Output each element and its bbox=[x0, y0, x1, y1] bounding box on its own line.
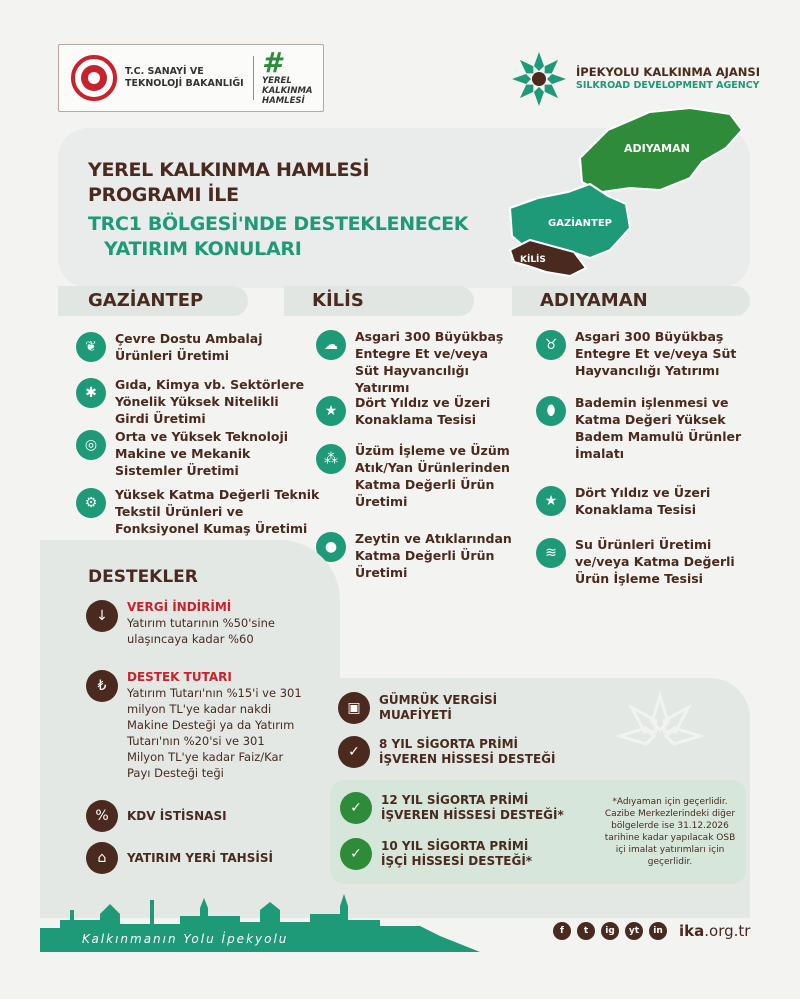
list-item bbox=[536, 536, 736, 587]
support-desc: Yatırım Tutarı'nın %15'i ve 301 milyon TL'ye kadar nakdi Makine Desteği ya da Yatırım Tutarı'nın %20'si ve 301 Milyon TL'ye kadar Faiz/Kar Payı Desteği teği bbox=[127, 686, 302, 780]
title-line3: TRC1 BÖLGESİ'NDE DESTEKLENECEK bbox=[88, 213, 469, 235]
item-text: Su Ürünleri Üretimi ve/veya Katma Değerli Ürün İşleme Tesisi bbox=[575, 537, 735, 586]
shield-check-icon: ✓ bbox=[340, 838, 372, 870]
customs-icon: ▣ bbox=[338, 692, 370, 724]
support-title: GÜMRÜK VERGİSİ MUAFİYETİ bbox=[379, 693, 498, 722]
linkedin-icon[interactable]: in bbox=[649, 922, 667, 940]
grapes-icon: ⁂ bbox=[316, 444, 346, 474]
region-title-gaziantep: GAZİANTEP bbox=[88, 290, 204, 311]
olive-icon: ● bbox=[316, 532, 346, 562]
hamle-line2: KALKINMA bbox=[262, 86, 313, 96]
list-item bbox=[316, 394, 496, 428]
item-text: Üzüm İşleme ve Üzüm Atık/Yan Ürünlerinden Katma Değerli Ürün Üretimi bbox=[355, 443, 510, 509]
trc1-region-map bbox=[490, 100, 750, 290]
item-text: Zeytin ve Atıklarından Katma Değerli Ürün Üretimi bbox=[355, 531, 512, 580]
item-text: Çevre Dostu Ambalaj Ürünleri Üretimi bbox=[115, 331, 263, 363]
sheep-icon: ☁ bbox=[316, 330, 346, 360]
youtube-icon[interactable]: yt bbox=[625, 922, 643, 940]
ministry-logo-box bbox=[58, 44, 324, 112]
ministry-seal-icon bbox=[71, 55, 117, 101]
support-desc: Yatırım tutarının %50'sine ulaşıncaya kadar %60 bbox=[127, 616, 275, 646]
item-text: Yüksek Katma Değerli Teknik Tekstil Ürünleri ve Fonksiyonel Kumaş Üretimi bbox=[115, 487, 320, 536]
sewing-machine-icon: ⚙ bbox=[76, 488, 106, 518]
title-primary bbox=[88, 158, 369, 208]
shield-check-icon: ✓ bbox=[340, 792, 372, 824]
money-icon: ₺ bbox=[86, 670, 118, 702]
website-bold: ika bbox=[679, 922, 705, 940]
fish-icon: ≋ bbox=[536, 538, 566, 568]
support-title: VERGİ İNDİRİMİ bbox=[127, 600, 232, 614]
hashtag-icon: # bbox=[262, 46, 282, 79]
title-line1: YEREL KALKINMA HAMLESİ bbox=[88, 159, 370, 181]
support-destek-tutari bbox=[86, 670, 336, 781]
yarn-icon: ◎ bbox=[76, 430, 106, 460]
support-title: 8 YIL SİGORTA PRİMİ İŞVEREN HİSSESİ DESTEĞİ bbox=[379, 737, 556, 766]
list-item bbox=[76, 428, 296, 479]
hotel-icon: ★ bbox=[536, 486, 566, 516]
website-link[interactable] bbox=[679, 922, 750, 940]
item-text: Asgari 300 Büyükbaş Entegre Et ve/veya Süt Hayvancılığı Yatırımı bbox=[575, 329, 737, 378]
support-title: 10 YIL SİGORTA PRİMİ İŞÇİ HİSSESİ DESTEĞİ* bbox=[381, 839, 533, 868]
support-title: 12 YIL SİGORTA PRİMİ İŞVEREN HİSSESİ DESTEĞİ* bbox=[381, 793, 564, 822]
map-label-adiyaman: ADIYAMAN bbox=[624, 142, 690, 155]
building-hand-icon: ⌂ bbox=[86, 842, 118, 874]
title-line4: YATIRIM KONULARI bbox=[104, 238, 302, 260]
support-kdv bbox=[86, 800, 227, 832]
support-title: DESTEK TUTARI bbox=[127, 670, 232, 684]
item-text: Orta ve Yüksek Teknoloji Makine ve Mekanik Sistemler Üretimi bbox=[115, 429, 289, 478]
footnote: *Adıyaman için geçerlidir. Cazibe Merkezlerindeki diğer bölgelerde ise 31.12.2026 tarihine kadar yapılacak OSB içi imalat yatırımları için geçerlidir. bbox=[604, 797, 736, 867]
cow-icon: ♉ bbox=[536, 330, 566, 360]
social-links bbox=[553, 922, 750, 940]
supports-title: DESTEKLER bbox=[88, 567, 198, 587]
almond-icon: ⬮ bbox=[536, 396, 566, 426]
facebook-icon[interactable]: f bbox=[553, 922, 571, 940]
hotel-icon: ★ bbox=[316, 396, 346, 426]
support-sigorta-12 bbox=[340, 792, 590, 824]
ministry-name-line1: T.C. SANAYİ VE bbox=[125, 66, 204, 77]
support-vergi bbox=[86, 600, 326, 647]
list-item bbox=[76, 376, 310, 427]
list-item bbox=[76, 330, 286, 364]
ministry-name-line2: TEKNOLOJİ BAKANLIĞI bbox=[125, 78, 244, 89]
region-title-kilis: KİLİS bbox=[312, 290, 364, 311]
shield-check-icon: ✓ bbox=[338, 736, 370, 768]
title-line2: PROGRAMI İLE bbox=[88, 184, 239, 206]
list-item bbox=[536, 394, 746, 462]
title-secondary bbox=[88, 212, 468, 262]
list-item bbox=[316, 442, 516, 510]
item-text: Dört Yıldız ve Üzeri Konaklama Tesisi bbox=[355, 395, 491, 427]
support-sigorta-10 bbox=[340, 838, 590, 870]
list-item bbox=[316, 328, 516, 396]
twitter-icon[interactable]: t bbox=[577, 922, 595, 940]
list-item bbox=[536, 328, 746, 379]
tax-discount-icon: ↓ bbox=[86, 600, 118, 632]
hamle-line1: YEREL bbox=[262, 76, 292, 86]
map-label-kilis: KİLİS bbox=[520, 255, 546, 265]
support-yer bbox=[86, 842, 273, 874]
support-gumruk bbox=[338, 692, 538, 724]
region-title-adiyaman: ADIYAMAN bbox=[540, 290, 648, 311]
decorative-star-icon bbox=[600, 686, 720, 766]
support-title: YATIRIM YERİ TAHSİSİ bbox=[127, 850, 273, 865]
support-sigorta-8 bbox=[338, 736, 588, 768]
instagram-icon[interactable]: ig bbox=[601, 922, 619, 940]
item-text: Asgari 300 Büyükbaş Entegre Et ve/veya Süt Hayvancılığı Yatırımı bbox=[355, 329, 504, 395]
list-item bbox=[316, 530, 516, 581]
map-label-gaziantep: GAZİANTEP bbox=[548, 218, 613, 229]
hamle-line3: HAMLESİ bbox=[262, 96, 305, 106]
molecule-icon: ✱ bbox=[76, 378, 106, 408]
divider bbox=[253, 56, 254, 100]
list-item bbox=[536, 484, 736, 518]
website-rest: .org.tr bbox=[704, 922, 751, 940]
leaf-icon: ❦ bbox=[76, 332, 106, 362]
hamle-logo bbox=[262, 46, 313, 106]
list-item bbox=[76, 486, 326, 537]
item-text: Dört Yıldız ve Üzeri Konaklama Tesisi bbox=[575, 485, 711, 517]
percent-document-icon: % bbox=[86, 800, 118, 832]
item-text: Gıda, Kimya vb. Sektörlere Yönelik Yüksek Nitelikli Girdi Üretimi bbox=[115, 377, 305, 426]
agency-subtitle: SILKROAD DEVELOPMENT AGENCY bbox=[576, 80, 760, 91]
item-text: Bademin işlenmesi ve Katma Değeri Yüksek Badem Mamulü Ürünler İmalatı bbox=[575, 395, 742, 461]
support-title: KDV İSTİSNASI bbox=[127, 808, 227, 823]
agency-name: İPEKYOLU KALKINMA AJANSI bbox=[576, 65, 760, 79]
footer-slogan: Kalkınmanın Yolu İpekyolu bbox=[82, 932, 289, 946]
